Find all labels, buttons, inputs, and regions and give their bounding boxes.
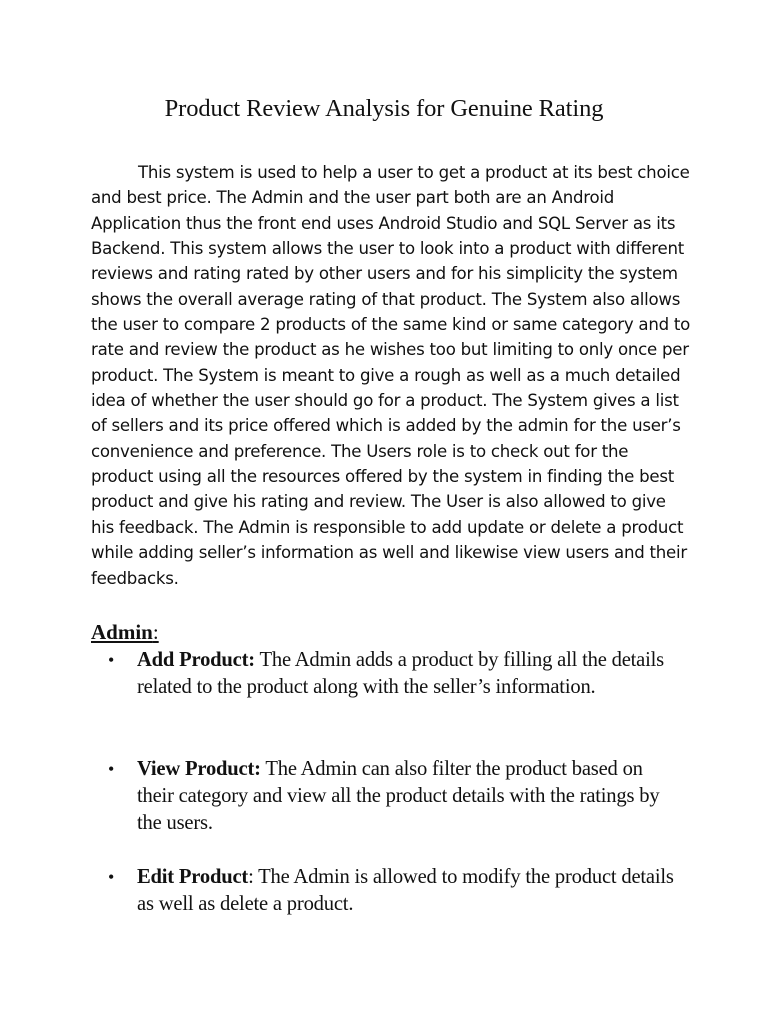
list-item-content [137, 647, 678, 701]
list-item-edit-product [108, 864, 678, 918]
list-item-label: Edit Product [137, 866, 249, 888]
list-item-view-product [108, 756, 678, 837]
list-item-add-product [108, 647, 678, 701]
list-item-label: Add Product: [137, 649, 255, 671]
bullet-icon: • [108, 867, 115, 887]
list-item-text: The Admin can also filter the product based on their category and view all the product details with the ratings by the users. [137, 758, 660, 834]
admin-heading-label: Admin [91, 620, 153, 644]
bullet-icon: • [108, 759, 115, 779]
list-item-content [137, 756, 678, 837]
admin-heading-colon: : [152, 620, 159, 644]
intro-paragraph: This system is used to help a user to get a product at its best choice and best price. The Admin and the user part both are an Android Application thus the front end uses Android Studio and SQL Server as its Backend. This system allows the user to look into a product with different reviews and rating rated by other users and for his simplicity the system shows the overall average rating of that product. The System also allows the user to compare 2 products of the same kind or same category and to rate and review the product as he wishes too but limiting to only once per product. The System is meant to give a rough as well as a much detailed idea of whether the user should go for a product. The System gives a list of sellers and its price offered which is added by the admin for the user’s convenience and preference. The Users role is to check out for the product using all the resources offered by the system in finding the best product and give his rating and review. The User is also allowed to give his feedback. The Admin is responsible to add update or delete a product while adding seller’s information as well and likewise view users and their feedbacks. [91, 163, 691, 588]
list-item-label: View Product: [137, 758, 261, 780]
list-item-text: : The Admin is allowed to modify the product details as well as delete a product. [137, 866, 674, 915]
list-item-text: The Admin adds a product by filling all the details related to the product along with the seller’s information. [137, 649, 664, 698]
document-title: Product Review Analysis for Genuine Rating [164, 95, 604, 122]
list-item-content [137, 864, 678, 918]
admin-section-heading [91, 618, 159, 646]
bullet-icon: • [108, 650, 115, 670]
